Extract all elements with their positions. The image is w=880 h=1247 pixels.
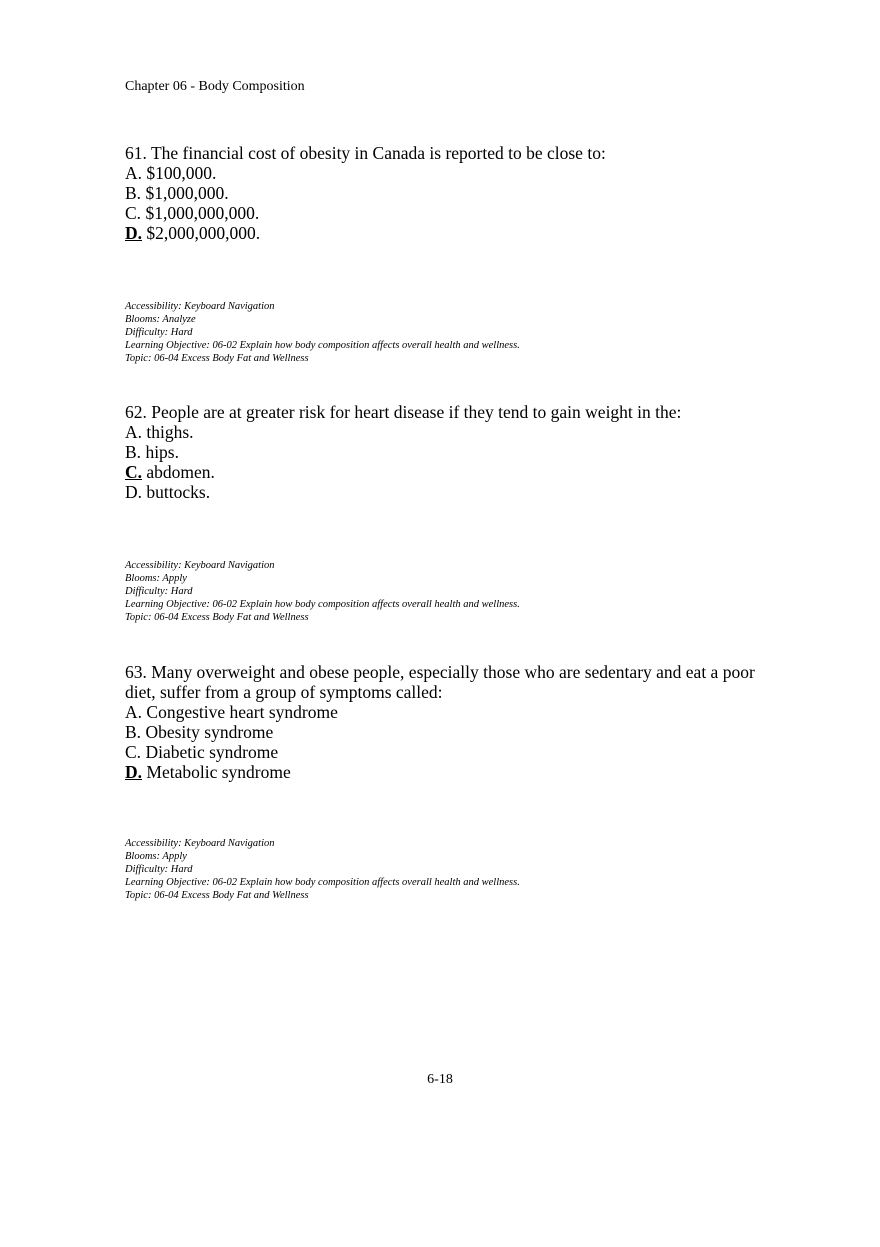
option-letter: B. <box>125 183 142 203</box>
option-text: $100,000. <box>146 163 217 183</box>
option-letter-correct: C. <box>125 462 143 482</box>
option-letter: B. <box>125 442 142 462</box>
question-62 <box>125 402 765 623</box>
answer-option-b <box>125 722 765 742</box>
question-stem <box>125 402 765 422</box>
meta-topic: Topic: 06-04 Excess Body Fat and Wellness <box>125 890 309 901</box>
question-metadata <box>125 837 765 902</box>
answer-option-c <box>125 203 765 223</box>
answer-option-b <box>125 442 765 462</box>
question-number: 63. <box>125 662 147 682</box>
option-text: Congestive heart syndrome <box>146 702 338 722</box>
meta-topic: Topic: 06-04 Excess Body Fat and Wellness <box>125 353 309 364</box>
option-letter-correct: D. <box>125 762 143 782</box>
option-letter: A. <box>125 702 143 722</box>
option-letter: A. <box>125 163 143 183</box>
option-letter-correct: D. <box>125 223 143 243</box>
meta-accessibility: Accessibility: Keyboard Navigation <box>125 838 275 849</box>
question-metadata <box>125 559 765 624</box>
question-stem <box>125 662 765 702</box>
question-text: Many overweight and obese people, especially those who are sedentary and eat a poor diet, suffer from a group of symptoms called: <box>125 662 755 702</box>
meta-difficulty: Difficulty: Hard <box>125 327 193 338</box>
meta-blooms: Blooms: Analyze <box>125 314 196 325</box>
question-63 <box>125 662 765 901</box>
answer-option-a <box>125 422 765 442</box>
option-letter: D. <box>125 482 143 502</box>
meta-learning-objective: Learning Objective: 06-02 Explain how body composition affects overall health and wellness. <box>125 877 520 888</box>
option-text: $2,000,000,000. <box>146 223 261 243</box>
answer-option-d-correct <box>125 223 765 243</box>
page-header: Chapter 06 - Body Composition <box>125 79 305 94</box>
answer-option-a <box>125 163 765 183</box>
question-number: 62. <box>125 402 147 422</box>
meta-accessibility: Accessibility: Keyboard Navigation <box>125 560 275 571</box>
meta-blooms: Blooms: Apply <box>125 573 187 584</box>
meta-learning-objective: Learning Objective: 06-02 Explain how body composition affects overall health and wellness. <box>125 340 520 351</box>
option-text: abdomen. <box>146 462 215 482</box>
option-text: Diabetic syndrome <box>145 742 279 762</box>
meta-difficulty: Difficulty: Hard <box>125 864 193 875</box>
option-text: $1,000,000,000. <box>145 203 260 223</box>
answer-option-a <box>125 702 765 722</box>
meta-blooms: Blooms: Apply <box>125 851 187 862</box>
answer-option-b <box>125 183 765 203</box>
question-stem <box>125 143 765 163</box>
question-text: The financial cost of obesity in Canada is reported to be close to: <box>150 143 606 163</box>
option-text: hips. <box>145 442 179 462</box>
option-text: thighs. <box>146 422 194 442</box>
answer-option-c-correct <box>125 462 765 482</box>
option-letter: B. <box>125 722 142 742</box>
option-letter: C. <box>125 203 142 223</box>
option-letter: A. <box>125 422 143 442</box>
question-metadata <box>125 300 765 365</box>
question-text: People are at greater risk for heart disease if they tend to gain weight in the: <box>151 402 682 422</box>
page-number: 6-18 <box>427 1072 453 1087</box>
question-61 <box>125 143 765 364</box>
answer-option-d <box>125 482 765 502</box>
meta-accessibility: Accessibility: Keyboard Navigation <box>125 301 275 312</box>
answer-option-c <box>125 742 765 762</box>
answer-option-d-correct <box>125 762 765 782</box>
option-text: Obesity syndrome <box>145 722 274 742</box>
option-text: $1,000,000. <box>145 183 229 203</box>
meta-topic: Topic: 06-04 Excess Body Fat and Wellness <box>125 612 309 623</box>
question-number: 61. <box>125 143 147 163</box>
option-text: buttocks. <box>146 482 211 502</box>
meta-learning-objective: Learning Objective: 06-02 Explain how body composition affects overall health and wellness. <box>125 599 520 610</box>
meta-difficulty: Difficulty: Hard <box>125 586 193 597</box>
option-letter: C. <box>125 742 142 762</box>
option-text: Metabolic syndrome <box>146 762 291 782</box>
